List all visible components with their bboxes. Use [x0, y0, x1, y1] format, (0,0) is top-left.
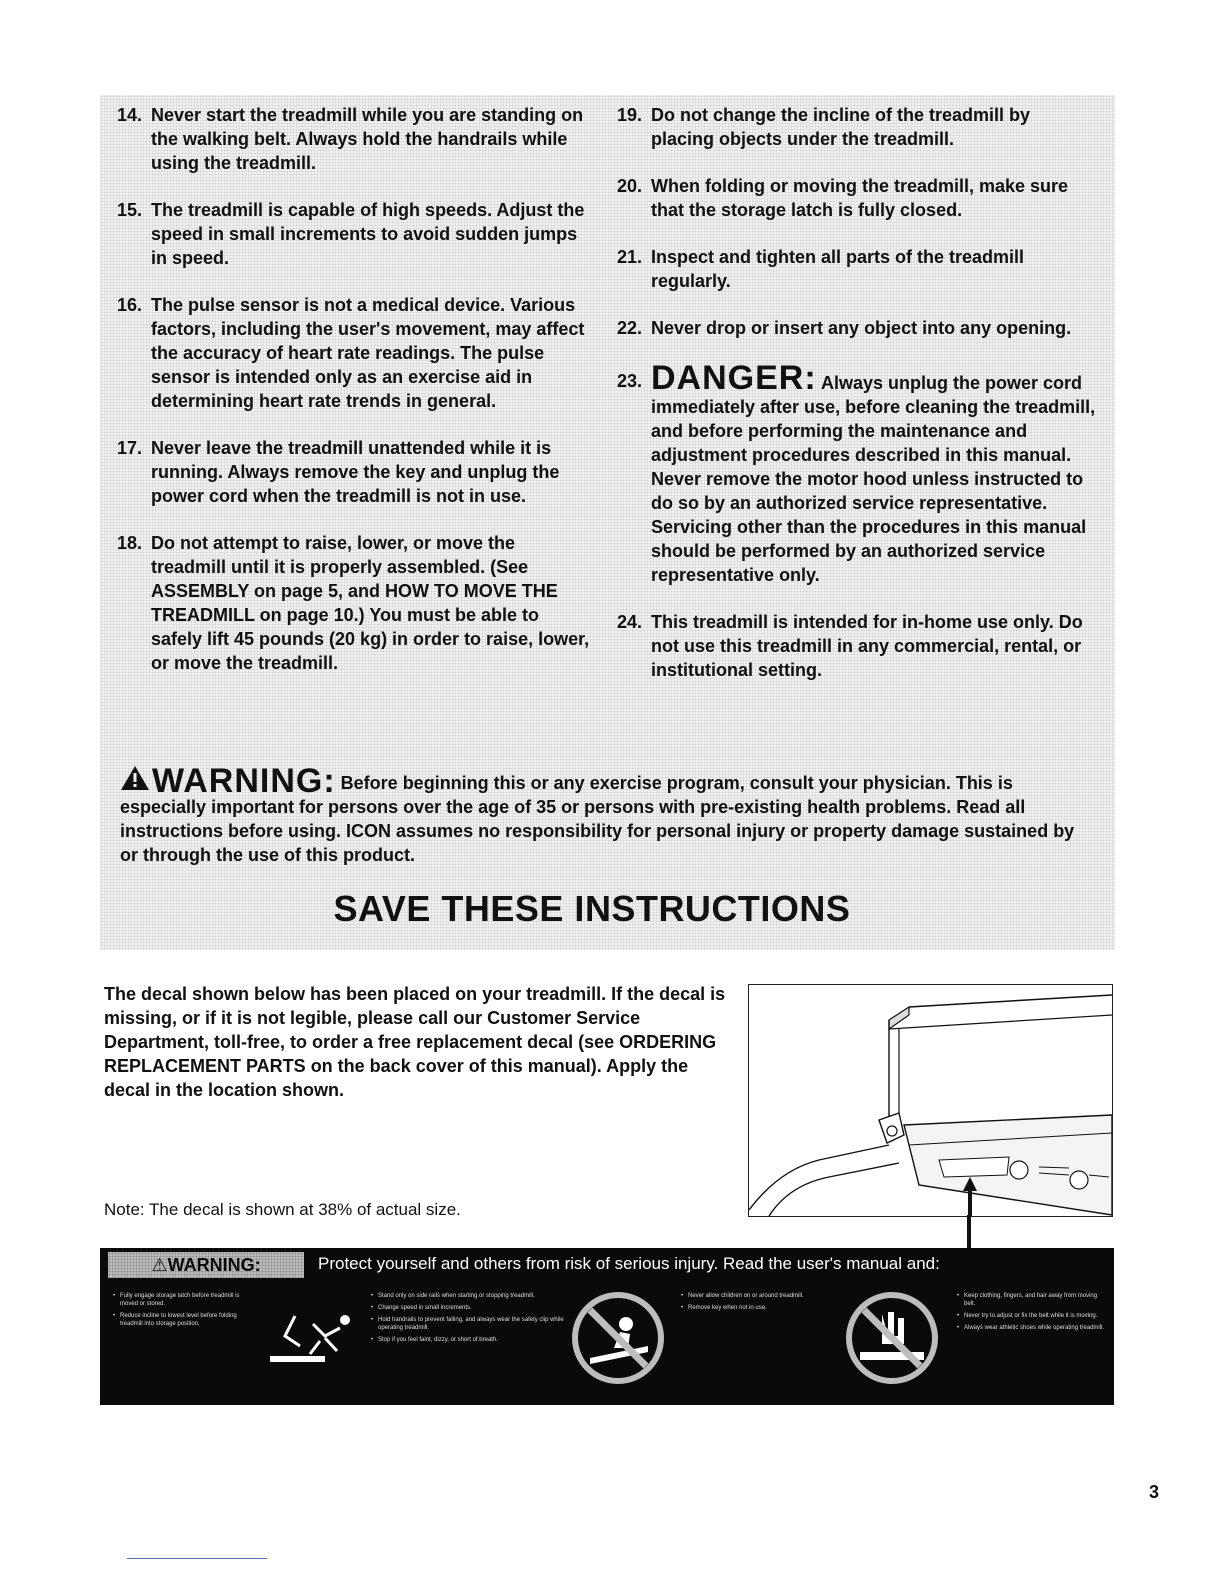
decal-info-text-end: on the back cover of this manual). Apply the decal in the location shown.: [104, 1056, 689, 1100]
decal-instruction: • Reduce incline to lowest level before folding treadmill into storage position.: [120, 1312, 252, 1328]
decal-instruction: • Keep clothing, fingers, and hair away from moving belt.: [964, 1292, 1106, 1308]
decal-info-paragraph: [104, 982, 734, 1102]
list-item: [117, 293, 595, 413]
safety-list-left: [117, 103, 595, 698]
safety-list-right: [617, 103, 1097, 705]
decal-instruction: • Remove key when not in use.: [688, 1304, 830, 1312]
decal-column-2: [370, 1292, 570, 1348]
decal-column-1: [112, 1292, 252, 1332]
list-item: [117, 531, 595, 675]
list-item: [117, 103, 595, 175]
decal-column-4: [956, 1292, 1106, 1336]
decal-instruction: • Never allow children on or around treadmill.: [688, 1292, 830, 1300]
decal-instruction: • Never try to adjust or fix the belt while it is moving.: [964, 1312, 1106, 1320]
danger-paragraph: [651, 359, 1097, 587]
list-item: [617, 316, 1097, 340]
item-text: Do not attempt to raise, lower, or move the treadmill until it is properly assembled. (See ASSEMBLY on page 5, and HOW TO MOVE THE TREADMILL on page 10.) You must be able to safely lift 45 pounds (20 kg) in order to raise, lower, or move the treadmill.: [151, 533, 590, 673]
danger-text: Always unplug the power cord immediately after use, before cleaning the treadmill, and before performing the maintenance and adjustment procedures described in this manual. Never remove the motor hood unless instructed to do so by an authorized service representative. Servicing other than the procedures in this manual should be performed by an authorized service representative only.: [651, 373, 1096, 585]
no-children-icon: [568, 1288, 668, 1388]
decal-info-emphasis: ORDERING REPLACEMENT PARTS: [104, 1032, 717, 1076]
warning-decal: [100, 1248, 1114, 1405]
save-instructions-title: SAVE THESE INSTRUCTIONS: [333, 888, 851, 929]
item-number: 23.: [617, 371, 643, 391]
warning-text: Before beginning this or any exercise program, consult your physician. This is especially important for persons over the age of 35 or persons with pre-existing health problems. Read all instructions before using. ICON assumes no responsibility for personal injury or property damage sustained by or through the use of this product.: [120, 773, 1075, 865]
item-number: 21.: [617, 247, 643, 267]
decal-info-text: The decal shown below has been placed on your treadmill. If the decal is missing, or if it is not legible, please call our Customer Service Department, toll-free, to order a free replacement decal (see: [104, 984, 726, 1052]
decal-instruction: • Stand only on side rails when starting or stopping treadmill.: [378, 1292, 570, 1300]
decal-warning-badge: ⚠WARNING:: [108, 1252, 304, 1278]
decal-instruction: • Fully engage storage latch before treadmill is moved or stored.: [120, 1292, 252, 1308]
item-number: 15.: [117, 200, 143, 220]
item-text: The pulse sensor is not a medical device. Various factors, including the user's movement, may affect the accuracy of heart rate readings. The pulse sensor is intended only as an exercise aid in determining heart rate trends in general.: [151, 295, 585, 411]
item-number: 16.: [117, 295, 143, 315]
item-text: This treadmill is intended for in-home use only. Do not use this treadmill in any commercial, rental, or institutional setting.: [651, 612, 1083, 680]
decal-instruction: • Always wear athletic shoes while operating treadmill.: [964, 1324, 1106, 1332]
item-number: 22.: [617, 318, 643, 338]
item-number: 17.: [117, 438, 143, 458]
decal-instruction: • Change speed in small increments.: [378, 1304, 570, 1312]
decal-size-note: Note: The decal is shown at 38% of actual size.: [104, 1200, 461, 1219]
item-number: 24.: [617, 612, 643, 632]
item-text: Never start the treadmill while you are standing on the walking belt. Always hold the handrails while using the treadmill.: [151, 105, 584, 173]
item-text: When folding or moving the treadmill, make sure that the storage latch is fully closed.: [651, 176, 1069, 220]
warning-block: [120, 762, 1080, 867]
item-text: The treadmill is capable of high speeds. Adjust the speed in small increments to avoid sudden jumps in speed.: [151, 200, 585, 268]
item-text: Inspect and tighten all parts of the treadmill regularly.: [651, 247, 1025, 291]
stepping-on-treadmill-icon: [265, 1306, 355, 1372]
page-number: 3: [1149, 1482, 1160, 1502]
decal-instruction: • Hold handrails to prevent falling, and always wear the safety clip while operating treadmill.: [378, 1316, 570, 1332]
danger-item: [617, 359, 1097, 587]
list-item: [617, 174, 1097, 222]
no-hands-near-belt-icon: [842, 1288, 942, 1388]
item-text: Never leave the treadmill unattended while it is running. Always remove the key and unplug the power cord when the treadmill is not in use.: [151, 438, 560, 506]
item-number: 19.: [617, 105, 643, 125]
item-number: 20.: [617, 176, 643, 196]
list-item: [117, 436, 595, 508]
list-item: [617, 610, 1097, 682]
item-number: 14.: [117, 105, 143, 125]
decal-column-3: [680, 1292, 830, 1316]
decal-headline: Protect yourself and others from risk of serious injury. Read the user's manual and:: [318, 1254, 940, 1273]
decal-location-drawing: [748, 984, 1113, 1217]
warning-triangle-icon: [120, 765, 150, 791]
treadmill-console-illustration: [749, 985, 1112, 1216]
decal-header: [100, 1248, 1114, 1280]
decal-instruction: • Stop if you feel faint, dizzy, or short of breath.: [378, 1336, 570, 1344]
warning-label: WARNING:: [152, 762, 336, 800]
list-item: [617, 103, 1097, 151]
item-text: Do not change the incline of the treadmill by placing objects under the treadmill.: [651, 105, 1031, 149]
list-item: [617, 245, 1097, 293]
decal-pointer-line: [967, 1215, 971, 1250]
item-text: Never drop or insert any object into any opening.: [651, 318, 1072, 338]
item-number: 18.: [117, 533, 143, 553]
footer-rule: [127, 1558, 267, 1559]
danger-label: DANGER:: [651, 359, 817, 397]
list-item: [117, 198, 595, 270]
